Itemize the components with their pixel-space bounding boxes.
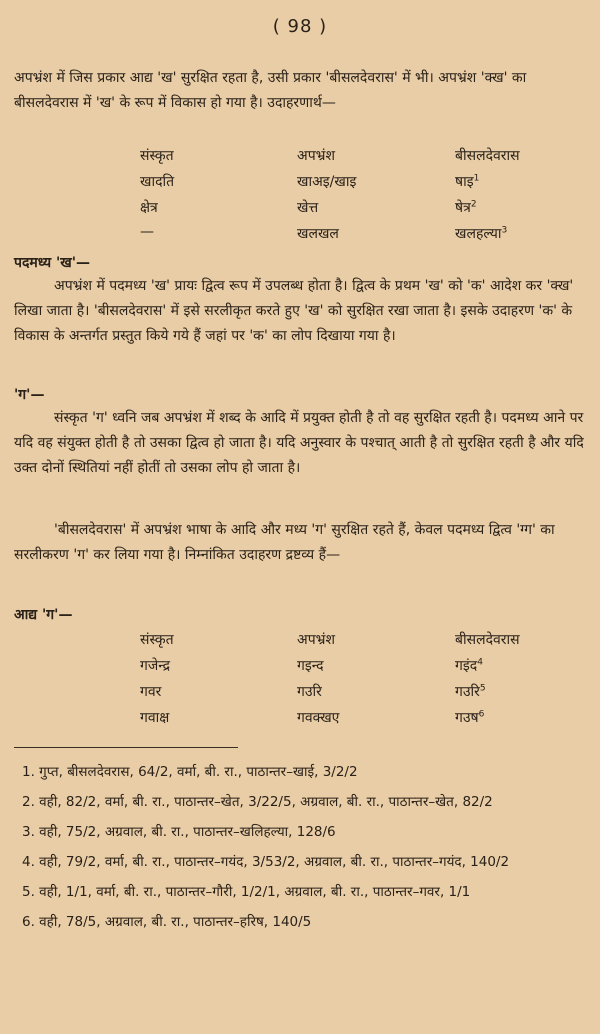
apabhramsha-word: गउरि — [297, 684, 322, 700]
col-sanskrit-header: संस्कृत — [140, 632, 174, 648]
paragraph-kha-medial: अपभ्रंश में पदमध्य 'ख' प्रायः द्वित्व रूप में उपलब्ध होता है। द्वित्व के प्रथम 'ख' को 'क' आदेश कर 'क्ख' लिखा जाता है। 'बीसलदेवरास' में इसे सरलीकृत करते हुए 'ख' को सुरक्षित रखा जाता है। इसके उदाहरण 'क' के विकास के अन्तर्गत प्रस्तुत किये गये हैं जहां पर 'क' का लोप दिखाया गया है। — [14, 278, 574, 344]
footnote-item: 4. वही, 79/2, वर्मा, बी. रा., पाठान्तर–गयंद, 3/53/2, अग्रवाल, बी. रा., पाठान्तर–गयंद, 140/2 — [22, 854, 510, 870]
bisaldevras-word: षेत्र$^2$ — [455, 199, 477, 216]
apabhramsha-word: गवक्खए — [297, 710, 340, 726]
footnote-divider — [14, 747, 238, 748]
col-bisaldevras-header: बीसलदेवरास — [455, 632, 520, 648]
paragraph-kha-initial: अपभ्रंश में जिस प्रकार आद्य 'ख' सुरक्षित रहता है, उसी प्रकार 'बीसलदेवरास' में भी। अपभ्रंश 'क्ख' का बीसलदेवरास में 'ख' के रूप में विकास हो गया है। उदाहरणार्थ— — [14, 70, 527, 111]
heading-padmadhya-kha: पदमध्य 'ख'— — [14, 255, 91, 271]
table-row — [0, 682, 600, 708]
bisaldevras-word: गउष$^6$ — [455, 709, 485, 726]
example-table-kha — [0, 146, 600, 250]
footnote-ref: 3 — [501, 225, 508, 236]
bisaldevras-word: गउरि$^5$ — [455, 683, 486, 700]
footnote-ref: 4 — [477, 657, 483, 668]
apabhramsha-word: खेत्त — [297, 200, 319, 216]
bisaldevras-word: गइंद$^4$ — [455, 657, 483, 674]
table-row — [0, 198, 600, 224]
paragraph-ga-bisaldevras: 'बीसलदेवरास' में अपभ्रंश भाषा के आदि और मध्य 'ग' सुरक्षित रहते हैं, केवल पदमध्य द्वित्व 'ग्ग' का सरलीकरण 'ग' कर लिया गया है। निम्नांकित उदाहरण द्रष्टव्य हैं— — [14, 522, 555, 563]
table-row — [0, 224, 600, 250]
page-number: ( 98 ) — [272, 16, 328, 37]
sanskrit-word: क्षेत्र — [140, 200, 158, 216]
sanskrit-word: गवाक्ष — [140, 710, 170, 726]
footnote-item: 2. वही, 82/2, वर्मा, बी. रा., पाठान्तर–खेत, 3/22/5, अग्रवाल, बी. रा., पाठान्तर–खेत, 82/2 — [22, 794, 493, 810]
bisaldevras-word: षाइ$^1$ — [455, 173, 480, 190]
col-apabhramsha-header: अपभ्रंश — [297, 632, 336, 648]
footnote-ref: 2 — [470, 199, 477, 210]
paragraph-ga-intro: संस्कृत 'ग' ध्वनि जब अपभ्रंश में शब्द के आदि में प्रयुक्त होती है तो वह सुरक्षित रहती है। पदमध्य आने पर यदि वह संयुक्त होती है तो उसका द्वित्व हो जाता है। यदि अनुस्वार के पश्चात् आती है तो सुरक्षित रहती है और यदि उक्त दोनों स्थितियां नहीं होतीं तो उसका लोप हो जाता है। — [14, 410, 584, 476]
table-header-row — [0, 146, 600, 172]
table-row — [0, 656, 600, 682]
col-bisaldevras-header: बीसलदेवरास — [455, 148, 520, 164]
heading-adya-ga: आद्य 'ग'— — [14, 607, 73, 623]
col-sanskrit-header: संस्कृत — [140, 148, 174, 164]
footnote-item: 3. वही, 75/2, अग्रवाल, बी. रा., पाठान्तर–खलिहल्या, 128/6 — [22, 824, 336, 840]
footnote-ref: 5 — [479, 683, 486, 694]
footnote-item: 6. वही, 78/5, अग्रवाल, बी. रा., पाठान्तर–हरिष, 140/5 — [22, 914, 312, 930]
sanskrit-word: गजेन्द्र — [140, 658, 171, 674]
sanskrit-word: गवर — [140, 684, 162, 700]
table-row — [0, 708, 600, 734]
sanskrit-word: खादति — [140, 174, 175, 190]
heading-ga: 'ग'— — [14, 387, 45, 403]
table-row — [0, 172, 600, 198]
footnote-ref: 6 — [478, 709, 485, 720]
footnotes — [22, 760, 588, 940]
bisaldevras-word: खलहल्या$^3$ — [455, 225, 508, 242]
example-table-ga — [0, 630, 600, 734]
apabhramsha-word: खाअइ/खाइ — [297, 174, 357, 190]
apabhramsha-word: गइन्द — [297, 658, 324, 674]
sanskrit-word: — — [140, 224, 154, 240]
apabhramsha-word: खलखल — [297, 226, 339, 242]
footnote-item: 1. गुप्त, बीसलदेवरास, 64/2, वर्मा, बी. रा., पाठान्तर–खाई, 3/2/2 — [22, 764, 358, 780]
footnote-ref: 1 — [473, 173, 480, 184]
table-header-row — [0, 630, 600, 656]
col-apabhramsha-header: अपभ्रंश — [297, 148, 336, 164]
footnote-item: 5. वही, 1/1, वर्मा, बी. रा., पाठान्तर–गौरी, 1/2/1, अग्रवाल, बी. रा., पाठान्तर–गवर, 1/1 — [22, 884, 471, 900]
